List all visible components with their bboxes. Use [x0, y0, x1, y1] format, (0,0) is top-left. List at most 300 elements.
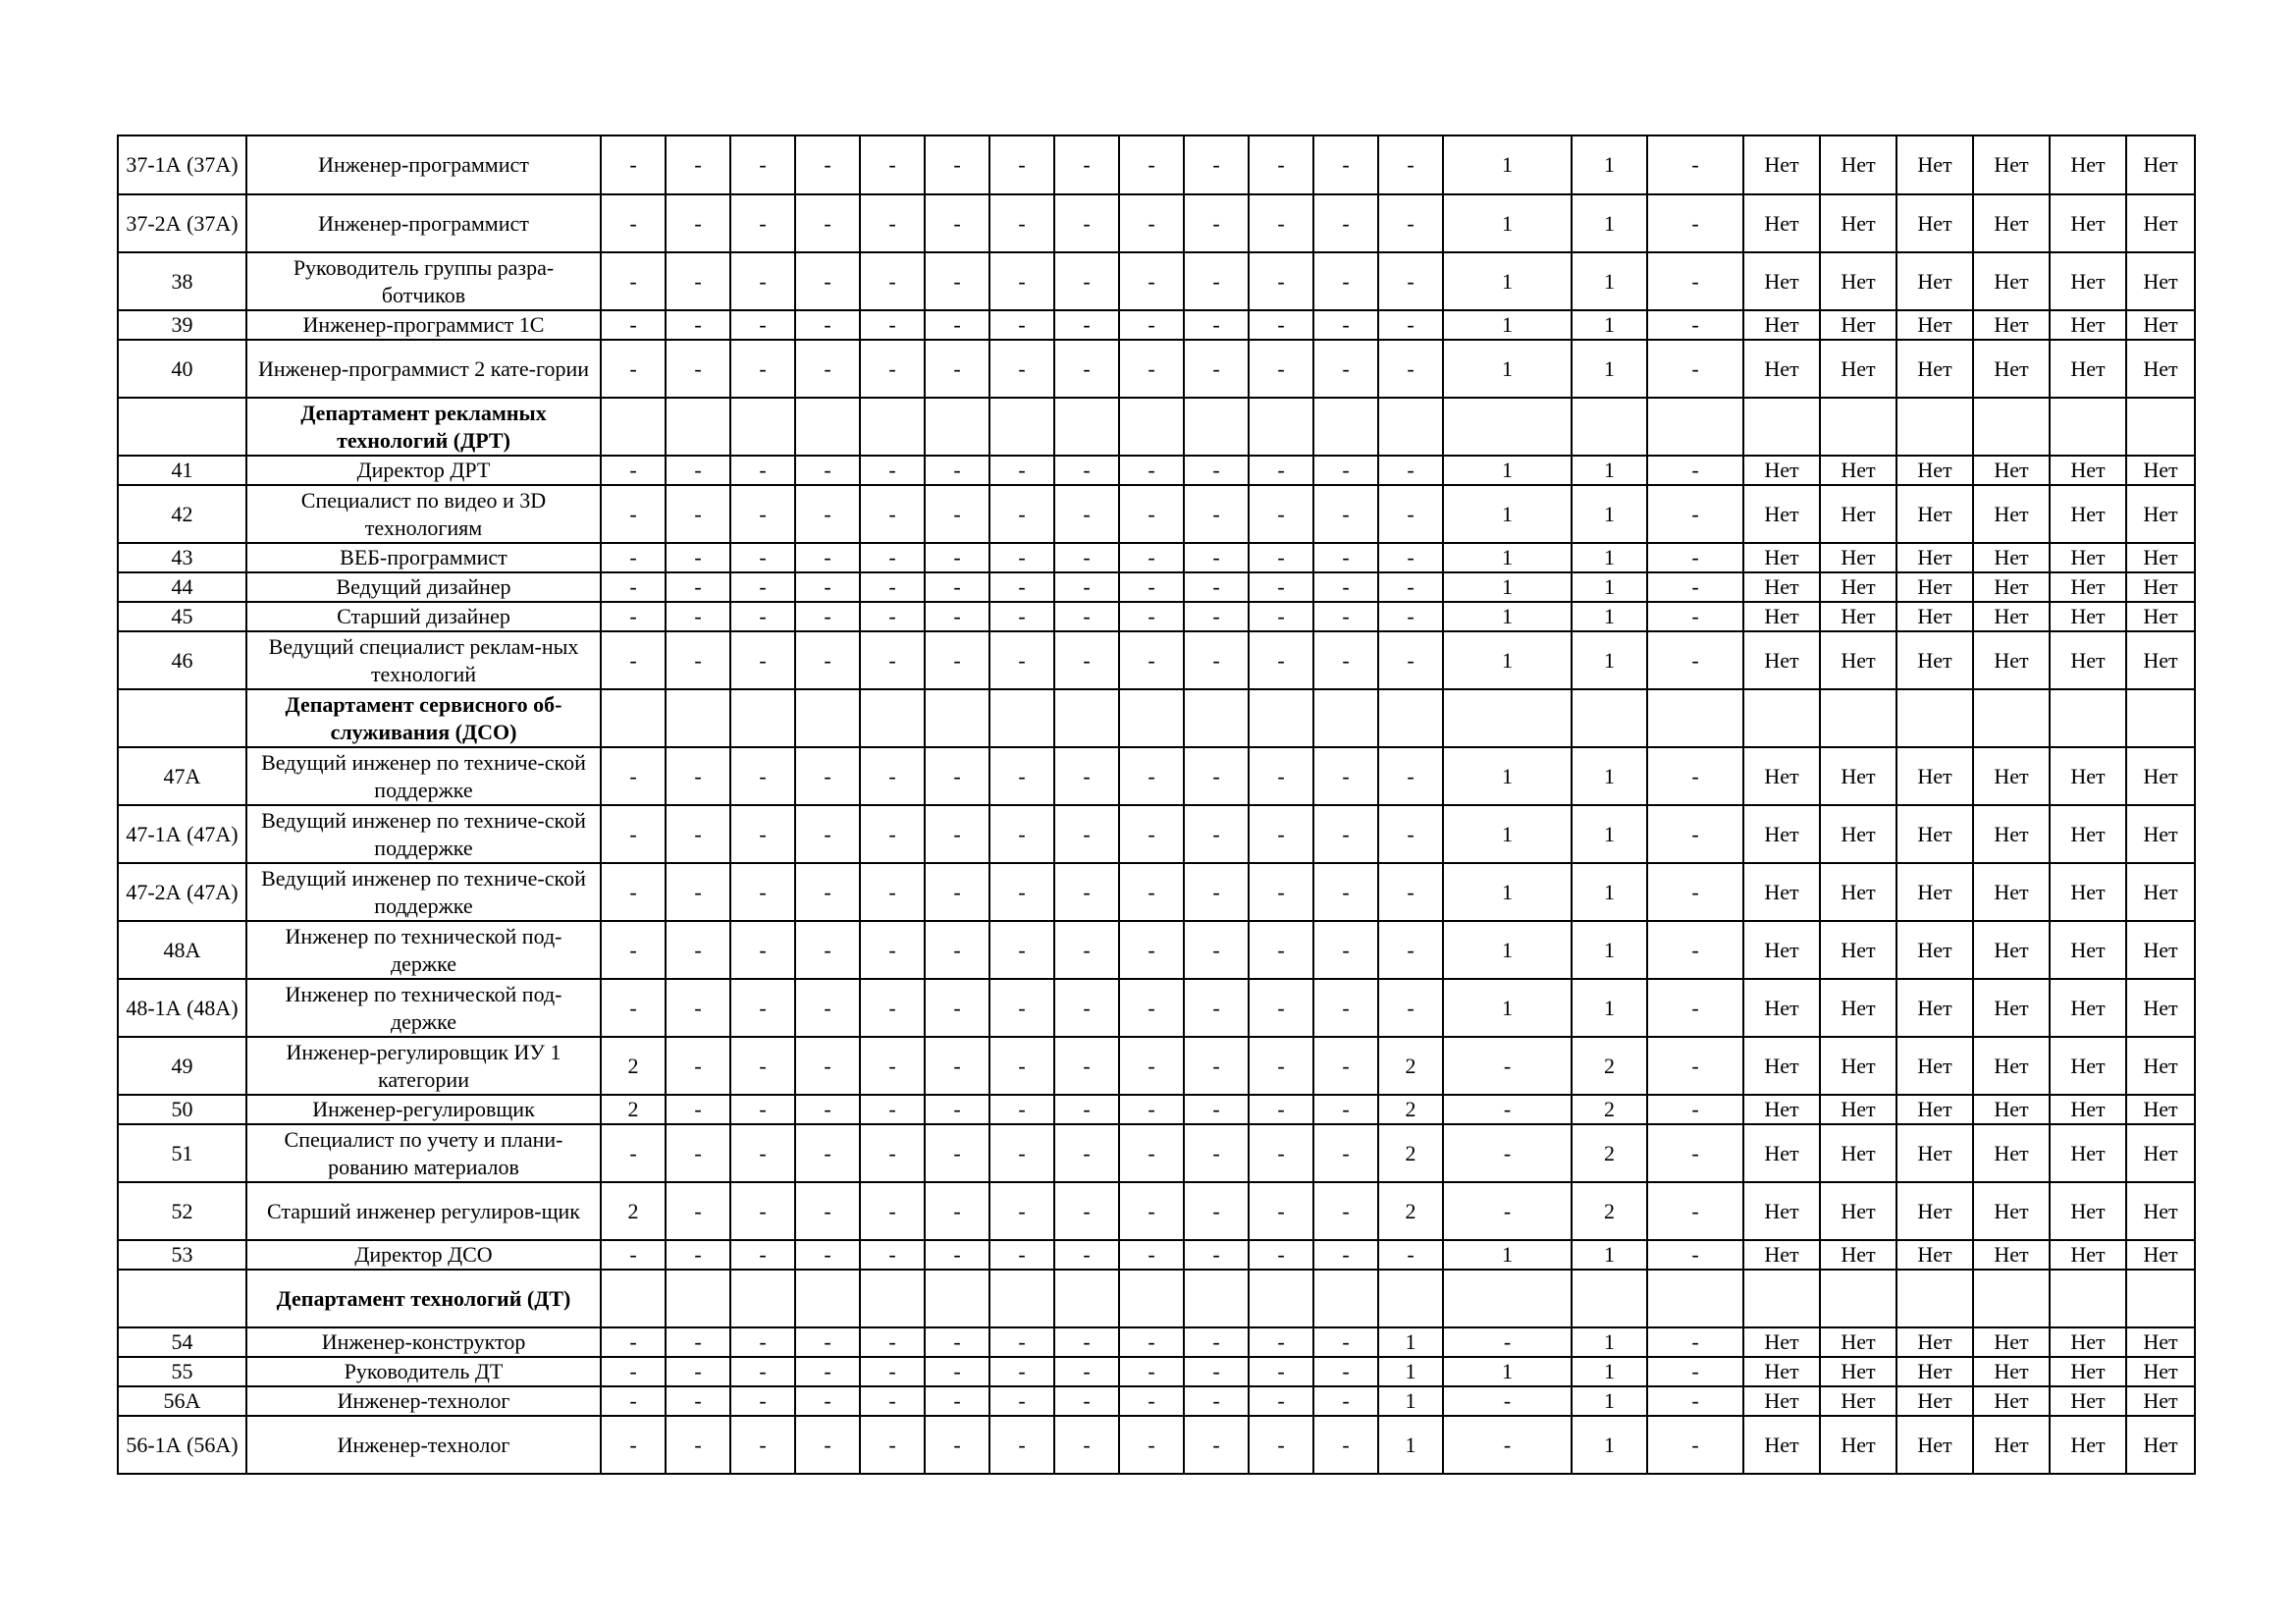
value-cell: -: [860, 979, 925, 1037]
value-cell: Нет: [1820, 1095, 1896, 1124]
value-cell: 2: [1378, 1037, 1443, 1095]
value-cell: -: [1378, 863, 1443, 921]
value-cell: 1: [1572, 485, 1647, 543]
value-cell: Нет: [1743, 1357, 1820, 1386]
value-cell: -: [666, 631, 730, 689]
value-cell: Нет: [1743, 747, 1820, 805]
value-cell: Нет: [1896, 310, 1973, 340]
value-cell: [795, 1270, 860, 1327]
value-cell: -: [1378, 310, 1443, 340]
value-cell: [1572, 398, 1647, 456]
value-cell: [730, 398, 795, 456]
value-cell: -: [795, 456, 860, 485]
value-cell: [1820, 1270, 1896, 1327]
value-cell: -: [1378, 135, 1443, 194]
value-cell: Нет: [1820, 1386, 1896, 1416]
row-number-cell: 47А: [118, 747, 246, 805]
value-cell: [2050, 1270, 2126, 1327]
value-cell: -: [795, 1416, 860, 1474]
value-cell: -: [666, 747, 730, 805]
value-cell: Нет: [1743, 1416, 1820, 1474]
value-cell: Нет: [1820, 1240, 1896, 1270]
position-name-cell: Старший инженер регулиров-щик: [246, 1182, 601, 1240]
value-cell: -: [1249, 543, 1313, 572]
value-cell: -: [666, 572, 730, 602]
value-cell: -: [925, 1416, 989, 1474]
value-cell: -: [989, 1327, 1054, 1357]
table-row: [118, 1240, 2195, 1270]
value-cell: 1: [1443, 631, 1572, 689]
value-cell: Нет: [2126, 631, 2195, 689]
value-cell: -: [1249, 805, 1313, 863]
position-name-cell: Руководитель группы разра-ботчиков: [246, 252, 601, 310]
value-cell: -: [666, 340, 730, 398]
value-cell: -: [730, 602, 795, 631]
value-cell: -: [1378, 485, 1443, 543]
value-cell: -: [860, 1386, 925, 1416]
value-cell: 1: [1443, 340, 1572, 398]
value-cell: Нет: [1973, 194, 2050, 252]
value-cell: -: [925, 631, 989, 689]
value-cell: -: [730, 310, 795, 340]
value-cell: -: [925, 1124, 989, 1182]
department-name-cell: Департамент технологий (ДТ): [246, 1270, 601, 1327]
value-cell: 1: [1443, 456, 1572, 485]
value-cell: Нет: [2126, 310, 2195, 340]
value-cell: Нет: [1743, 572, 1820, 602]
value-cell: -: [666, 1357, 730, 1386]
value-cell: Нет: [1820, 572, 1896, 602]
value-cell: -: [1119, 979, 1184, 1037]
value-cell: 2: [1378, 1095, 1443, 1124]
row-number-cell: 56А: [118, 1386, 246, 1416]
value-cell: [601, 398, 666, 456]
value-cell: -: [989, 340, 1054, 398]
value-cell: Нет: [2050, 340, 2126, 398]
value-cell: [1743, 1270, 1820, 1327]
value-cell: -: [860, 602, 925, 631]
value-cell: -: [1184, 543, 1249, 572]
value-cell: Нет: [1820, 979, 1896, 1037]
value-cell: [1443, 398, 1572, 456]
value-cell: Нет: [1973, 747, 2050, 805]
value-cell: [860, 1270, 925, 1327]
value-cell: Нет: [1743, 1095, 1820, 1124]
value-cell: [1378, 1270, 1443, 1327]
value-cell: -: [1249, 310, 1313, 340]
value-cell: Нет: [1973, 1416, 2050, 1474]
value-cell: -: [1054, 1357, 1119, 1386]
value-cell: -: [730, 979, 795, 1037]
value-cell: -: [666, 194, 730, 252]
table-row: [118, 979, 2195, 1037]
value-cell: -: [1249, 921, 1313, 979]
value-cell: -: [860, 921, 925, 979]
row-number-cell: 50: [118, 1095, 246, 1124]
value-cell: -: [1313, 543, 1378, 572]
position-name-cell: Директор ДСО: [246, 1240, 601, 1270]
value-cell: 1: [1572, 1416, 1647, 1474]
value-cell: -: [1249, 747, 1313, 805]
value-cell: -: [1313, 572, 1378, 602]
value-cell: -: [1184, 1124, 1249, 1182]
table-row: [118, 1327, 2195, 1357]
value-cell: -: [1249, 1124, 1313, 1182]
value-cell: -: [666, 1124, 730, 1182]
value-cell: -: [1647, 979, 1743, 1037]
value-cell: Нет: [2050, 1095, 2126, 1124]
value-cell: Нет: [1896, 252, 1973, 310]
value-cell: -: [730, 543, 795, 572]
value-cell: Нет: [1973, 1095, 2050, 1124]
value-cell: -: [1119, 1416, 1184, 1474]
value-cell: -: [795, 1182, 860, 1240]
value-cell: Нет: [2126, 921, 2195, 979]
value-cell: -: [1647, 1386, 1743, 1416]
value-cell: -: [925, 863, 989, 921]
value-cell: -: [1184, 979, 1249, 1037]
value-cell: Нет: [2126, 1386, 2195, 1416]
value-cell: [1820, 398, 1896, 456]
row-number-cell: 42: [118, 485, 246, 543]
value-cell: -: [795, 485, 860, 543]
value-cell: Нет: [2126, 194, 2195, 252]
value-cell: 1: [1443, 979, 1572, 1037]
value-cell: -: [1184, 340, 1249, 398]
table-row: [118, 747, 2195, 805]
value-cell: Нет: [1973, 456, 2050, 485]
value-cell: -: [1249, 1416, 1313, 1474]
value-cell: -: [925, 1327, 989, 1357]
value-cell: -: [925, 1240, 989, 1270]
value-cell: Нет: [1973, 1386, 2050, 1416]
value-cell: -: [601, 252, 666, 310]
table-row: [118, 194, 2195, 252]
value-cell: 1: [1572, 135, 1647, 194]
value-cell: Нет: [1973, 1037, 2050, 1095]
value-cell: [1313, 1270, 1378, 1327]
value-cell: 1: [1572, 1386, 1647, 1416]
value-cell: [989, 689, 1054, 747]
value-cell: -: [1054, 602, 1119, 631]
value-cell: Нет: [2050, 310, 2126, 340]
value-cell: [989, 398, 1054, 456]
value-cell: -: [1647, 602, 1743, 631]
value-cell: -: [1119, 805, 1184, 863]
value-cell: -: [795, 602, 860, 631]
value-cell: Нет: [1973, 1182, 2050, 1240]
value-cell: [1184, 689, 1249, 747]
value-cell: Нет: [1896, 602, 1973, 631]
value-cell: [1184, 1270, 1249, 1327]
value-cell: Нет: [1743, 1386, 1820, 1416]
value-cell: Нет: [1973, 602, 2050, 631]
table-row: [118, 1182, 2195, 1240]
value-cell: -: [989, 1095, 1054, 1124]
value-cell: [925, 398, 989, 456]
value-cell: -: [925, 572, 989, 602]
value-cell: 1: [1443, 543, 1572, 572]
value-cell: Нет: [1973, 1357, 2050, 1386]
value-cell: [860, 689, 925, 747]
value-cell: 2: [1378, 1182, 1443, 1240]
value-cell: -: [860, 1095, 925, 1124]
value-cell: [1973, 1270, 2050, 1327]
value-cell: Нет: [1896, 1095, 1973, 1124]
value-cell: -: [1313, 340, 1378, 398]
value-cell: -: [1054, 805, 1119, 863]
value-cell: -: [730, 631, 795, 689]
value-cell: [1896, 1270, 1973, 1327]
value-cell: [1443, 1270, 1572, 1327]
value-cell: Нет: [2126, 1357, 2195, 1386]
value-cell: -: [1119, 631, 1184, 689]
value-cell: -: [666, 456, 730, 485]
row-number-cell: 47-1А (47А): [118, 805, 246, 863]
table-row: [118, 572, 2195, 602]
value-cell: -: [1184, 747, 1249, 805]
value-cell: -: [989, 863, 1054, 921]
value-cell: Нет: [1743, 135, 1820, 194]
value-cell: Нет: [1973, 310, 2050, 340]
value-cell: -: [1249, 572, 1313, 602]
value-cell: -: [1647, 1095, 1743, 1124]
value-cell: Нет: [1896, 1327, 1973, 1357]
value-cell: [1249, 1270, 1313, 1327]
value-cell: Нет: [1973, 543, 2050, 572]
value-cell: -: [860, 310, 925, 340]
row-number-cell: 56-1А (56А): [118, 1416, 246, 1474]
value-cell: -: [925, 921, 989, 979]
value-cell: -: [1119, 310, 1184, 340]
value-cell: -: [601, 1386, 666, 1416]
value-cell: [1378, 398, 1443, 456]
value-cell: 1: [1443, 863, 1572, 921]
value-cell: -: [666, 485, 730, 543]
value-cell: -: [1184, 1416, 1249, 1474]
value-cell: 1: [1443, 194, 1572, 252]
value-cell: Нет: [1896, 456, 1973, 485]
value-cell: -: [1184, 921, 1249, 979]
value-cell: -: [1249, 979, 1313, 1037]
value-cell: -: [795, 1095, 860, 1124]
value-cell: -: [1184, 1240, 1249, 1270]
value-cell: -: [795, 252, 860, 310]
value-cell: -: [601, 863, 666, 921]
value-cell: Нет: [1743, 1327, 1820, 1357]
value-cell: -: [1119, 1124, 1184, 1182]
value-cell: -: [925, 1357, 989, 1386]
value-cell: 1: [1443, 1357, 1572, 1386]
value-cell: 1: [1572, 805, 1647, 863]
value-cell: Нет: [2126, 456, 2195, 485]
value-cell: Нет: [1896, 979, 1973, 1037]
value-cell: Нет: [1820, 543, 1896, 572]
value-cell: Нет: [1820, 456, 1896, 485]
position-name-cell: Инженер-программист: [246, 194, 601, 252]
position-name-cell: Ведущий инженер по техниче-ской поддержке: [246, 863, 601, 921]
value-cell: Нет: [1896, 135, 1973, 194]
value-cell: -: [795, 1037, 860, 1095]
value-cell: 1: [1572, 747, 1647, 805]
position-name-cell: Инженер-технолог: [246, 1416, 601, 1474]
value-cell: [1973, 398, 2050, 456]
value-cell: [730, 1270, 795, 1327]
value-cell: 1: [1378, 1327, 1443, 1357]
value-cell: Нет: [1820, 1357, 1896, 1386]
value-cell: Нет: [2050, 572, 2126, 602]
row-number-cell: 55: [118, 1357, 246, 1386]
position-name-cell: Ведущий инженер по техниче-ской поддержке: [246, 805, 601, 863]
value-cell: -: [1184, 1095, 1249, 1124]
value-cell: [1378, 689, 1443, 747]
value-cell: -: [925, 805, 989, 863]
value-cell: Нет: [1896, 805, 1973, 863]
value-cell: Нет: [2050, 1037, 2126, 1095]
department-header-row: [118, 689, 2195, 747]
position-name-cell: Инженер по технической под-держке: [246, 921, 601, 979]
value-cell: Нет: [2050, 979, 2126, 1037]
value-cell: -: [601, 310, 666, 340]
row-number-cell: 48А: [118, 921, 246, 979]
value-cell: 1: [1572, 921, 1647, 979]
value-cell: Нет: [1743, 340, 1820, 398]
value-cell: -: [666, 252, 730, 310]
row-number-cell: [118, 689, 246, 747]
value-cell: -: [1313, 747, 1378, 805]
value-cell: -: [1647, 1240, 1743, 1270]
value-cell: Нет: [2126, 485, 2195, 543]
value-cell: Нет: [2126, 340, 2195, 398]
value-cell: -: [1119, 921, 1184, 979]
table-row: [118, 135, 2195, 194]
value-cell: -: [1184, 805, 1249, 863]
value-cell: -: [860, 631, 925, 689]
value-cell: -: [1647, 543, 1743, 572]
value-cell: Нет: [1973, 805, 2050, 863]
value-cell: -: [730, 1124, 795, 1182]
value-cell: -: [925, 340, 989, 398]
value-cell: -: [925, 747, 989, 805]
value-cell: -: [989, 1124, 1054, 1182]
row-number-cell: 52: [118, 1182, 246, 1240]
value-cell: -: [925, 310, 989, 340]
value-cell: -: [730, 921, 795, 979]
value-cell: -: [1313, 456, 1378, 485]
value-cell: -: [1249, 863, 1313, 921]
value-cell: -: [1378, 456, 1443, 485]
value-cell: 2: [1572, 1095, 1647, 1124]
value-cell: -: [989, 631, 1054, 689]
value-cell: -: [1054, 572, 1119, 602]
row-number-cell: 51: [118, 1124, 246, 1182]
value-cell: Нет: [1973, 979, 2050, 1037]
value-cell: -: [730, 1327, 795, 1357]
value-cell: -: [1054, 1037, 1119, 1095]
value-cell: -: [1443, 1095, 1572, 1124]
value-cell: Нет: [2050, 631, 2126, 689]
value-cell: -: [1119, 456, 1184, 485]
value-cell: -: [989, 456, 1054, 485]
value-cell: Нет: [1743, 1240, 1820, 1270]
value-cell: -: [989, 921, 1054, 979]
value-cell: Нет: [1743, 252, 1820, 310]
value-cell: -: [1054, 1416, 1119, 1474]
value-cell: -: [1184, 572, 1249, 602]
value-cell: Нет: [2126, 1095, 2195, 1124]
value-cell: Нет: [2126, 979, 2195, 1037]
value-cell: -: [601, 485, 666, 543]
value-cell: -: [1443, 1416, 1572, 1474]
workplace-table: [117, 135, 2196, 1475]
value-cell: -: [1249, 1386, 1313, 1416]
value-cell: -: [1443, 1124, 1572, 1182]
value-cell: 1: [1572, 631, 1647, 689]
value-cell: [2050, 398, 2126, 456]
row-number-cell: 48-1А (48А): [118, 979, 246, 1037]
position-name-cell: Ведущий дизайнер: [246, 572, 601, 602]
table-row: [118, 340, 2195, 398]
value-cell: 1: [1572, 1357, 1647, 1386]
value-cell: -: [666, 863, 730, 921]
value-cell: [2126, 398, 2195, 456]
value-cell: Нет: [2050, 1182, 2126, 1240]
value-cell: -: [860, 1037, 925, 1095]
value-cell: -: [860, 863, 925, 921]
value-cell: -: [989, 1037, 1054, 1095]
value-cell: -: [989, 543, 1054, 572]
value-cell: -: [666, 1416, 730, 1474]
value-cell: -: [1054, 1327, 1119, 1357]
value-cell: -: [1054, 456, 1119, 485]
value-cell: [1896, 689, 1973, 747]
value-cell: Нет: [2126, 602, 2195, 631]
value-cell: Нет: [1973, 252, 2050, 310]
value-cell: -: [860, 1124, 925, 1182]
value-cell: -: [1054, 252, 1119, 310]
value-cell: [1973, 689, 2050, 747]
value-cell: Нет: [1743, 979, 1820, 1037]
value-cell: [601, 1270, 666, 1327]
value-cell: Нет: [1820, 135, 1896, 194]
value-cell: 2: [601, 1037, 666, 1095]
value-cell: -: [730, 1357, 795, 1386]
value-cell: Нет: [1743, 921, 1820, 979]
value-cell: Нет: [1896, 1240, 1973, 1270]
value-cell: [1743, 398, 1820, 456]
value-cell: -: [1647, 921, 1743, 979]
value-cell: -: [1054, 543, 1119, 572]
value-cell: -: [601, 979, 666, 1037]
value-cell: [2126, 689, 2195, 747]
value-cell: -: [1249, 1357, 1313, 1386]
value-cell: [1249, 689, 1313, 747]
value-cell: Нет: [1896, 1357, 1973, 1386]
value-cell: Нет: [2050, 805, 2126, 863]
value-cell: Нет: [1896, 1124, 1973, 1182]
value-cell: -: [860, 1416, 925, 1474]
value-cell: Нет: [2050, 1124, 2126, 1182]
value-cell: 1: [1572, 602, 1647, 631]
value-cell: -: [1249, 194, 1313, 252]
value-cell: -: [989, 135, 1054, 194]
value-cell: Нет: [2126, 1037, 2195, 1095]
value-cell: Нет: [1896, 1416, 1973, 1474]
value-cell: Нет: [2050, 252, 2126, 310]
value-cell: Нет: [1973, 485, 2050, 543]
position-name-cell: Инженер по технической под-держке: [246, 979, 601, 1037]
value-cell: Нет: [1973, 135, 2050, 194]
